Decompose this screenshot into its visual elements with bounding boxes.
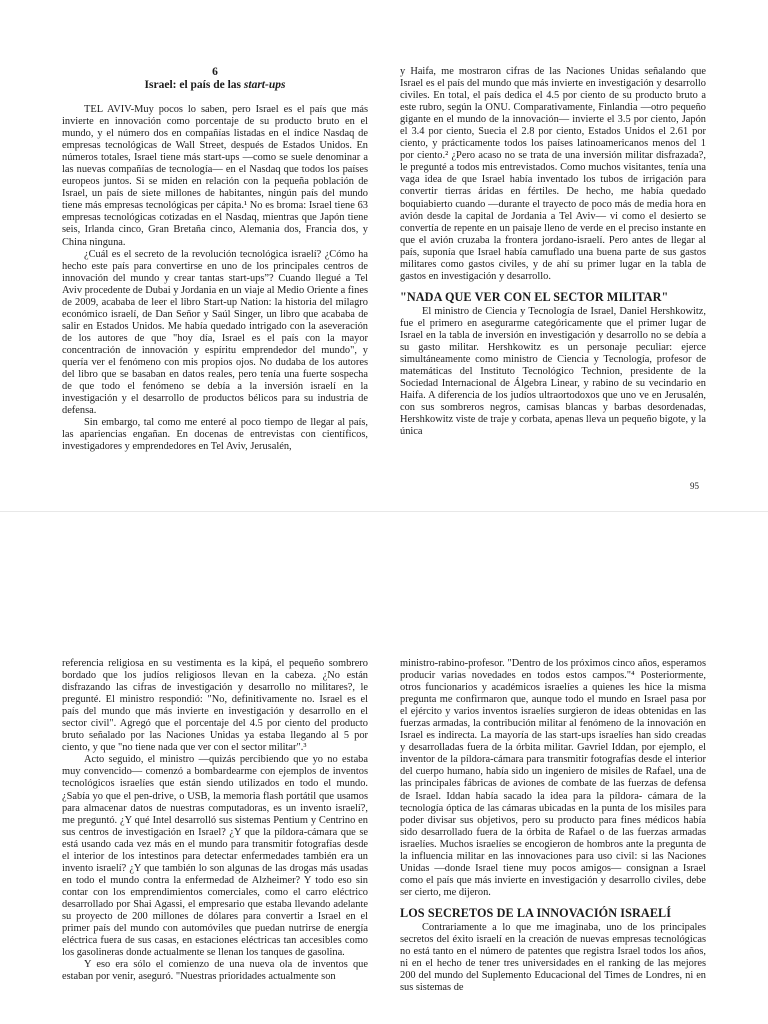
paragraph: ministro-rabino-profesor. "Dentro de los próximos cinco años, esperamos producir varias novedades en todos estos campos."⁴ Posteriormente, otros funcionarios y académicos israelíes a quienes les hice la misma pregunta me confirmaron que, aunque todo el mundo en Israel pasa por el ejército y varios inventos israelíes surgieron de ideas obtenidas en las fuerzas armadas, la contribución militar al fenómeno de la innovación en Israel es indirecta. La mayoría de las start-ups israelíes han sido creadas y desarrolladas fuera de la órbita militar. Gavriel Iddan, por ejemplo, el inventor de la píldora-cámara para transmitir fotografías desde el interior del cuerpo humano, había sido un ingeniero de misiles de Rafael, una de las principales fábricas de aviones de combate de las fuerzas de defensa de Israel. Iddan había sacado la idea para la píldora- cámara de la tecnología óptica de las cámaras ubicadas en la punta de los misiles para poder divisar sus objetivos, pero su producto para fines médicos había sido desarrollado fuera de la órbita de Rafael o de las fuerzas armadas israelíes. Muchos israelíes se encogieron de hombros ante la pregunta de la influencia militar en las innovaciones para uso civil: si las Naciones Unidas —donde Israel tiene muy pocos amigos— consignan a Israel como el país que más invierte en investigación y desarrollo civiles, debe ser cierto, me dijeron. <box>400 658 706 898</box>
paragraph: Acto seguido, el ministro —quizás percibiendo que yo no estaba muy convencido— comenzó a bombardearme con ejemplos de inventos tecnológicos israelíes que están siendo utilizados en todo el mundo. ¿Sabía yo que el pen-drive, o USB, la memoria flash portátil que usamos para almacenar datos de nuestras computadoras, es un invento israelí?, me preguntó. ¿Y qué Intel desarrolló sus sistemas Pentium y Centrino en sus centros de investigación en Israel? ¿Y que la píldora-cámara que se está usando cada vez más en el mundo para transmitir fotografías desde el interior de los intestinos para detectar enfermedades también era un invento israelí? ¿Y que también lo son algunas de las drogas más usadas en todo el mundo contra la enfermedad de Alzheimer? Y todo eso sin contar con los emprendimientos comerciales, como el carro eléctrico desarrollado por Shai Agassi, el empresario que estaba llevando adelante su proyecto de 200 millones de dólares para convertir a Israel en el primer país del mundo con automóviles que puedan nutrirse de energía eléctrica fuera de sus casas, en estaciones eléctricas tan accesibles como los gasolineras donde actualmente se llenan los tanques de gasolina. <box>62 754 368 959</box>
right-column <box>400 658 706 994</box>
page-number: 95 <box>690 481 699 491</box>
paragraph: TEL AVIV-Muy pocos lo saben, pero Israel es el país que más invierte en innovación como porcentaje de su producto bruto en el mundo, y el número dos en compañías listadas en el índice Nasdaq de empresas tecnológicas de Wall Street, después de Estados Unidos. En números totales, Israel tiene más start-ups —como se suele denominar a las nuevas compañías de tecnología— en el Nasdaq que todos los países europeos juntos. Si se miden en relación con la pequeña población de Israel, un país de siete millones de habitantes, ningún país del mundo tiene más empresas tecnológicas per cápita.¹ No es broma: Israel tiene 63 empresas tecnológicas cotizadas en el Nasdaq, mientras que Japón tiene seis, Irlanda cinco, Gran Bretaña cinco, Alemania dos, Francia dos, y China ninguna. <box>62 104 368 248</box>
paragraph: Sin embargo, tal como me enteré al poco tiempo de llegar al país, las apariencias engañan. En docenas de entrevistas con científicos, investigadores y emprendedores en Tel Aviv, Jerusalén, <box>62 417 368 453</box>
left-column <box>62 66 368 453</box>
paragraph: Contrariamente a lo que me imaginaba, uno de los principales secretos del éxito israelí en la creación de nuevas empresas tecnológicas no está tanto en el número de patentes que registra Israel todos los años, ni en el hecho de tener tres universidades en el ranking de las mejores 200 del mundo del Suplemento Educacional del Times de Londres, ni en sus sistemas de <box>400 921 706 994</box>
paragraph: referencia religiosa en su vestimenta es la kipá, el pequeño sombrero bordado que los judíos religiosos llevan en la cabeza. ¿No están disfrazando las cifras de investigación y desarrollo no militares?, le pregunté. El ministro respondió: "No, definitivamente no. Israel es el país del mundo que más invierte en investigación y desarrollo en el sector civil". Agregó que el porcentaje del 4.5 por ciento del producto bruto señalado por las Naciones Unidas ya estaba llegando al 5 por ciento, y que "no tiene nada que ver con el sector militar".³ <box>62 658 368 754</box>
chapter-number: 6 <box>212 66 218 78</box>
right-column <box>400 66 706 438</box>
paragraph: Y eso era sólo el comienzo de una nueva ola de inventos que estaban por venir, aseguró. "Nuestras prioridades actualmente son <box>62 959 368 983</box>
paragraph: ¿Cuál es el secreto de la revolución tecnológica israelí? ¿Cómo ha hecho este país para convertirse en uno de los principales centros de innovación del mundo y crear tantas start-ups”? Cuando llegué a Tel Aviv procedente de Dubai y Jordania en un viaje al Medio Oriente a fines de 2009, acababa de leer el libro Start-up Nation: la historia del milagro económico israelí, de Dan Señor y Saúl Singer, un libro que acababa de salir en Estados Unidos. Me había quedado intrigado con la aseveración de los autores de que "hoy día, Israel es el país con la mayor concentración de innovación y espíritu emprendedor del mundo", y quería ver el fenómeno con mis propios ojos. No dudaba de los autores del libro que se basaban en datos reales, pero tenía una fuerte sospecha de que todo el fenómeno se debía a la inversión israelí en la investigación y el desarrollo de productos bélicos para su industria de defensa. <box>62 248 368 417</box>
section-heading: "NADA QUE VER CON EL SECTOR MILITAR" <box>400 289 669 304</box>
chapter-title: Israel: el país de las start-ups <box>144 79 286 91</box>
left-column <box>62 658 368 983</box>
page-96 <box>0 512 768 1024</box>
paragraph: y Haifa, me mostraron cifras de las Naciones Unidas señalando que Israel es el país del mundo que más invierte en investigación y desarrollo civiles. En total, el país dedica el 4.5 por ciento de su producto bruto a este rubro, según la ONU. Comparativamente, Finlandia —otro pequeño gigante en el mundo de la innovación— invierte el 3.5 por ciento, Japón el 3.4 por ciento, Suecia el 2.8 por ciento, Estados Unidos el 2.61 por ciento, y prácticamente todos los países latinoamericanos menos del 1 por ciento.² ¿Pero acaso no se trata de una inversión militar disfrazada?, le pregunté a todos mis entrevistados. Como muchos visitantes, tenía una vaga idea de que Israel había inventado los tubos de irrigación para convertir tierras áridas en fértiles. De hecho, me había quedado boquiabierto cuando —durante el trayecto de poco más de media hora en avión desde la capital de Jordania a Tel Aviv— vi como el desierto se convertía de repente en un paisaje lleno de verde en el preciso instante en que el avión cruzaba la frontera jordano-israelí. Pero antes de llegar al país, suponía que Israel había camuflado una buena parte de sus gastos militares como gastos civiles, y de ahí su primer lugar en la tabla de gastos en investigación y desarrollo. <box>400 66 706 282</box>
paragraph: El ministro de Ciencia y Tecnología de Israel, Daniel Hershkowitz, fue el primero en asegurarme categóricamente que el primer lugar de Israel en la tabla de inversión en investigación y desarrollo no se debía a su gasto militar. Hershkowitz es un personaje peculiar: ejerce simultáneamente como ministro de Ciencia y Tecnología, profesor de matemáticas del Instituto Tecnológico Technion, presidente de la Sociedad Internacional de Álgebra Linear, y rabino de su vecindario en Haifa. A diferencia de los judíos ultraortodoxos que uno ve en Jerusalén, con sus sombreros negros, camisas blancas y barbas desordenadas, Hershkowitz viste de traje y corbata, apenas lleva un pequeño bigote, y la única <box>400 305 706 438</box>
section-heading: LOS SECRETOS DE LA INNOVACIÓN ISRAELÍ <box>400 905 672 920</box>
